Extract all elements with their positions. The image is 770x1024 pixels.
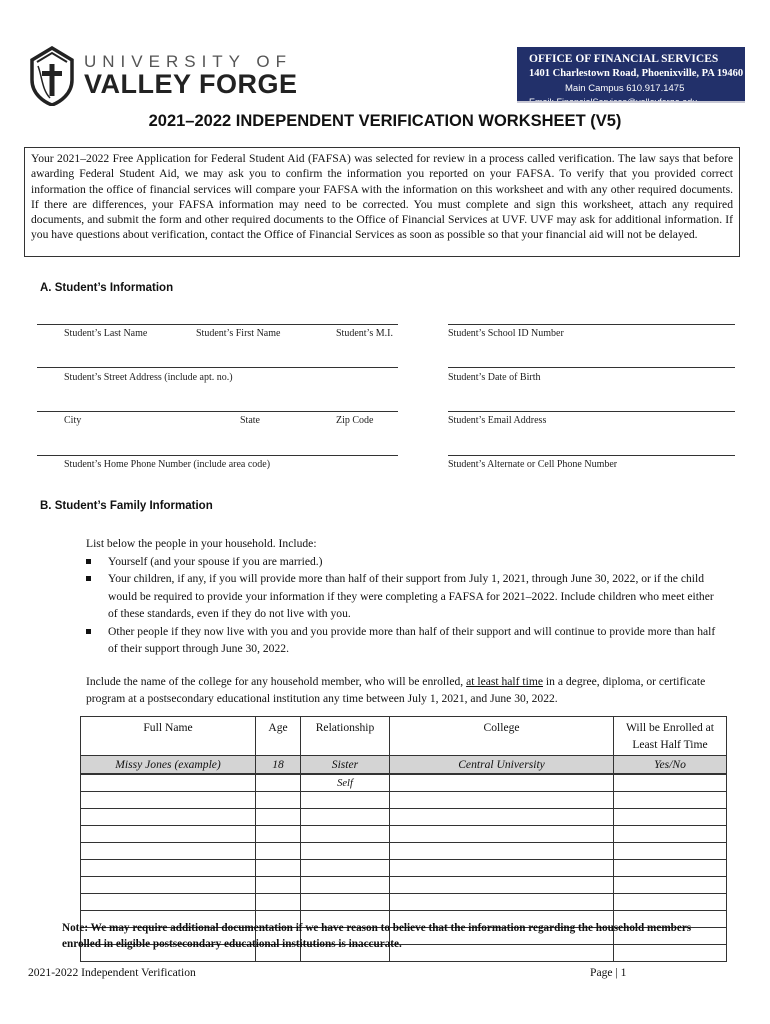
table-row (81, 860, 727, 877)
bullet-icon (86, 629, 91, 634)
name-cell[interactable] (81, 826, 256, 843)
email-label: Student’s Email Address (448, 415, 547, 426)
half-time-cell[interactable] (614, 826, 727, 843)
college-cell[interactable] (390, 877, 614, 894)
col-header-college: College (390, 717, 614, 756)
age-cell[interactable] (256, 792, 301, 809)
half-time-cell[interactable] (614, 809, 727, 826)
table-row (81, 809, 727, 826)
example-age: 18 (256, 756, 301, 775)
bullet-icon (86, 576, 91, 581)
relationship-self-cell: Self (301, 774, 390, 792)
office-contact-box (517, 47, 745, 101)
age-cell[interactable] (256, 774, 301, 792)
college-note-emphasis: at least half time (466, 674, 544, 688)
name-cell[interactable] (81, 809, 256, 826)
age-cell[interactable] (256, 809, 301, 826)
relationship-cell[interactable] (301, 826, 390, 843)
dob-field-line[interactable] (448, 367, 735, 368)
half-time-cell[interactable] (614, 877, 727, 894)
mi-label: Student’s M.I. (336, 328, 393, 339)
name-cell[interactable] (81, 792, 256, 809)
street-field-line[interactable] (37, 367, 398, 368)
alt-phone-label: Student’s Alternate or Cell Phone Number (448, 459, 618, 470)
table-row (81, 894, 727, 911)
college-cell[interactable] (390, 792, 614, 809)
table-row (81, 774, 727, 792)
table-row (81, 792, 727, 809)
half-time-cell[interactable] (614, 843, 727, 860)
footer-page-number: Page | 1 (590, 966, 627, 979)
col-header-relationship: Relationship (301, 717, 390, 756)
bullet-text: Other people if they now live with you and you provide more than half of their support and will continue to provide more than half of their support through June 30, 2022. (108, 624, 716, 655)
university-name-line1: UNIVERSITY OF (84, 52, 293, 71)
alt-phone-field-line[interactable] (448, 455, 735, 456)
documentation-note: Note: We may require additional documentation if we have reason to believe that the information regarding the household members enrolled in eligible postsecondary educational institutions is inaccurate. (62, 922, 692, 950)
college-cell[interactable] (390, 843, 614, 860)
section-a-heading: A. Student’s Information (40, 282, 174, 294)
relationship-cell[interactable] (301, 877, 390, 894)
example-college: Central University (390, 756, 614, 775)
age-cell[interactable] (256, 843, 301, 860)
school-id-label: Student’s School ID Number (448, 328, 564, 339)
half-time-cell[interactable] (614, 860, 727, 877)
bullet-text: Your children, if any, if you will provide more than half of their support from July 1, 2021, through June 30, 2022, or if the child would be required to provide your information if they were completing a FAFSA for 2021–2022. Include children who meet either of these standards, even if they do not live with you. (108, 572, 714, 620)
college-cell[interactable] (390, 894, 614, 911)
bullet-icon (86, 559, 91, 564)
half-time-cell[interactable] (614, 792, 727, 809)
name-cell[interactable] (81, 894, 256, 911)
col-header-half-time: Will be Enrolled at Least Half Time (614, 717, 727, 756)
example-half-time: Yes/No (614, 756, 727, 775)
header-divider (517, 101, 745, 103)
bullet-text: Yourself (and your spouse if you are married.) (108, 554, 323, 568)
college-note (86, 673, 726, 708)
name-cell[interactable] (81, 774, 256, 792)
col-header-age: Age (256, 717, 301, 756)
table-header-row (81, 717, 727, 756)
age-cell[interactable] (256, 860, 301, 877)
table-row (81, 826, 727, 843)
list-intro: List below the people in your household. Include: (86, 537, 317, 550)
state-label: State (240, 415, 260, 426)
list-item (86, 623, 726, 658)
college-cell[interactable] (390, 860, 614, 877)
college-cell[interactable] (390, 774, 614, 792)
age-cell[interactable] (256, 894, 301, 911)
col-header-full-name: Full Name (81, 717, 256, 756)
table-row (81, 843, 727, 860)
college-note-text-end: in a degree, diploma, or certificate program at a postsecondary educational institution any time between July 1, 2021, and June 30, 2022. (86, 674, 706, 705)
first-name-label: Student’s First Name (196, 328, 281, 339)
list-item (86, 553, 726, 571)
home-phone-label: Student’s Home Phone Number (include area code) (64, 459, 271, 470)
zip-label: Zip Code (336, 415, 374, 426)
email-field-line[interactable] (448, 411, 735, 412)
office-name: OFFICE OF FINANCIAL SERVICES (529, 53, 719, 65)
last-name-label: Student’s Last Name (64, 328, 148, 339)
office-address: 1401 Charlestown Road, Phoenixville, PA 19460 (529, 68, 744, 79)
age-cell[interactable] (256, 877, 301, 894)
relationship-cell[interactable] (301, 860, 390, 877)
age-cell[interactable] (256, 826, 301, 843)
city-state-zip-field-line[interactable] (37, 411, 398, 412)
relationship-cell[interactable] (301, 809, 390, 826)
footer-document-title: 2021-2022 Independent Verification (28, 966, 196, 979)
page-title: 2021–2022 INDEPENDENT VERIFICATION WORKSHEET (V5) (148, 112, 622, 130)
half-time-cell[interactable] (614, 894, 727, 911)
college-cell[interactable] (390, 826, 614, 843)
dob-label: Student’s Date of Birth (448, 372, 541, 383)
example-name: Missy Jones (example) (81, 756, 256, 775)
relationship-cell[interactable] (301, 894, 390, 911)
section-b-heading: B. Student’s Family Information (40, 500, 213, 512)
home-phone-field-line[interactable] (37, 455, 398, 456)
college-cell[interactable] (390, 809, 614, 826)
name-cell[interactable] (81, 843, 256, 860)
name-field-line[interactable] (37, 324, 398, 325)
intro-paragraph: Your 2021–2022 Free Application for Federal Student Aid (FAFSA) was selected for review in a process called verification. The law says that before awarding Federal Student Aid, we may ask you to confirm the information you reported on your FAFSA. To verify that you provided correct information the office of financial services will compare your FAFSA with the information on this worksheet and with any other required documents. If there are differences, your FAFSA information may need to be corrected. You must complete and sign this worksheet, attach any required documents, and submit the form and other required documents to the Office of Financial Services at UVF. UVF may ask for additional information. If you have questions about verification, contact the Office of Financial Services as soon as possible so that your financial aid will not be delayed. (24, 147, 740, 257)
relationship-cell[interactable] (301, 843, 390, 860)
name-cell[interactable] (81, 877, 256, 894)
street-label: Student’s Street Address (include apt. no.) (64, 372, 233, 383)
table-row (81, 877, 727, 894)
name-cell[interactable] (81, 860, 256, 877)
university-name-line2: VALLEY FORGE (84, 69, 298, 99)
example-row (81, 756, 727, 775)
half-time-cell[interactable] (614, 774, 727, 792)
list-item (86, 570, 726, 623)
university-shield-logo (28, 46, 76, 106)
city-label: City (64, 415, 82, 426)
office-phone: Main Campus 610.917.1475 (565, 83, 685, 94)
college-note-text: Include the name of the college for any household member, who will be enrolled, (86, 674, 467, 688)
household-instructions (86, 535, 726, 708)
relationship-cell[interactable] (301, 792, 390, 809)
school-id-field-line[interactable] (448, 324, 735, 325)
example-relationship: Sister (301, 756, 390, 775)
